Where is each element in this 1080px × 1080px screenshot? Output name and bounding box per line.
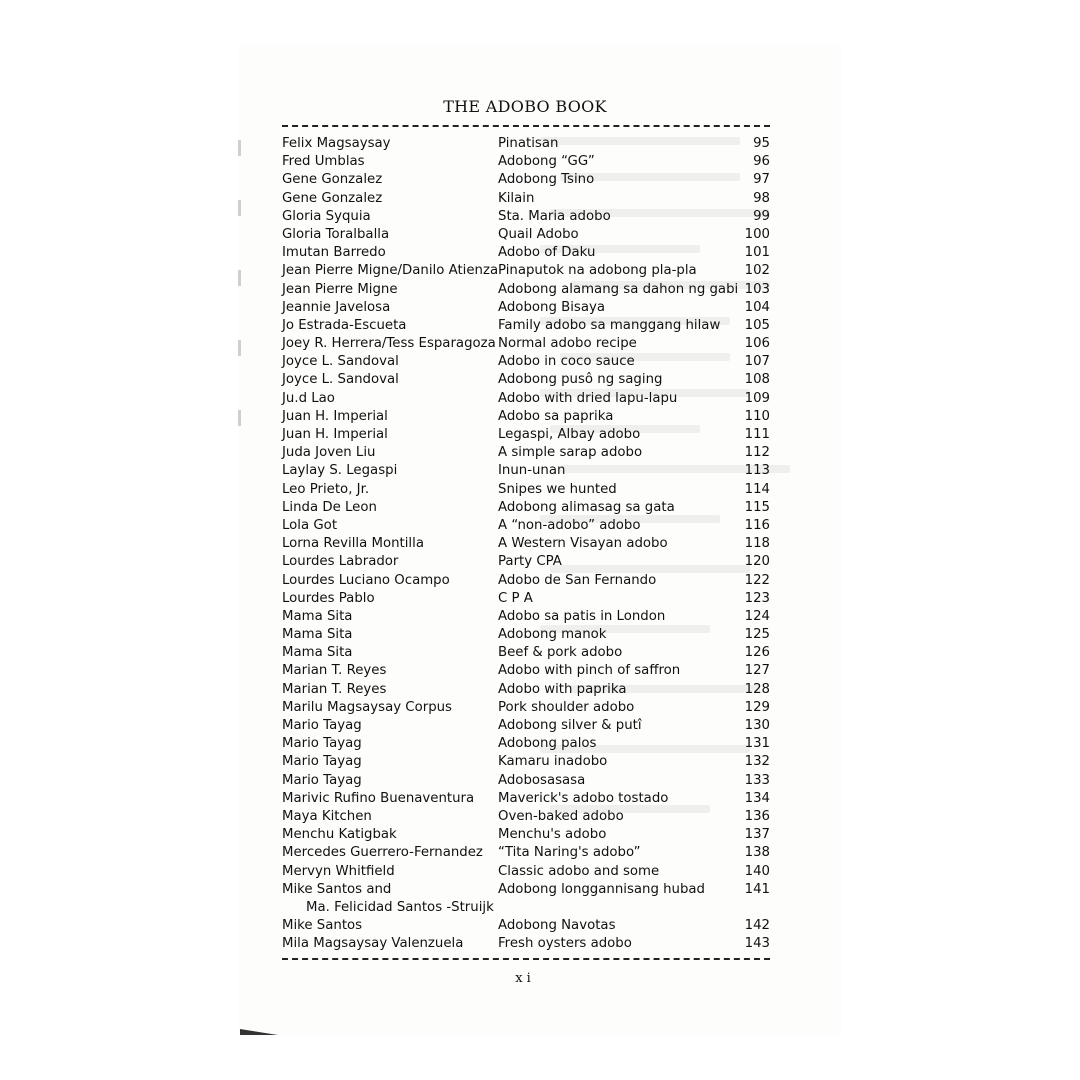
recipe-title: Kilain	[498, 190, 535, 206]
index-entry	[282, 808, 772, 826]
recipe-page-number: 124	[744, 608, 770, 624]
recipe-title: Adobong palos	[498, 736, 597, 752]
index-entry	[282, 226, 772, 244]
recipe-title: Adobong alamang sa dahon ng gabi	[498, 281, 739, 297]
recipe-title: Adobo sa patis in London	[498, 608, 666, 624]
contributor-name: Jeannie Javelosa	[282, 299, 391, 315]
recipe-title: Normal adobo recipe	[498, 336, 637, 352]
contributor-index	[282, 135, 772, 953]
recipe-title: Party CPA	[498, 554, 562, 570]
contributor-name: Joyce L. Sandoval	[282, 372, 399, 388]
recipe-page-number: 122	[744, 572, 770, 588]
contributor-name: Lourdes Luciano Ocampo	[282, 572, 450, 588]
recipe-title: Adobosasasa	[498, 772, 586, 788]
index-entry	[282, 135, 772, 153]
recipe-page-number: 127	[744, 663, 770, 679]
contributor-name: Menchu Katigbak	[282, 827, 397, 843]
contributor-name: Maya Kitchen	[282, 808, 372, 824]
recipe-title: Menchu's adobo	[498, 827, 607, 843]
index-entry	[282, 917, 772, 935]
recipe-title: Maverick's adobo tostado	[498, 790, 669, 806]
index-entry	[282, 171, 772, 189]
recipe-title: Pinatisan	[498, 136, 559, 151]
index-entry	[282, 699, 772, 717]
recipe-page-number: 99	[753, 208, 770, 224]
recipe-page-number: 143	[744, 936, 770, 952]
recipe-title: Fresh oysters adobo	[498, 936, 632, 952]
recipe-page-number: 130	[744, 718, 770, 733]
recipe-page-number: 105	[744, 317, 770, 333]
recipe-page-number: 97	[753, 172, 770, 188]
recipe-title: “Tita Naring's adobo”	[498, 845, 641, 861]
index-entry	[282, 481, 772, 499]
index-entry	[282, 881, 772, 917]
recipe-page-number: 141	[744, 881, 770, 897]
recipe-page-number: 120	[744, 554, 770, 570]
recipe-page-number: 133	[744, 772, 770, 788]
recipe-title: Beef & pork adobo	[498, 645, 623, 661]
index-entry	[282, 408, 772, 426]
index-entry	[282, 753, 772, 771]
index-entry	[282, 462, 772, 480]
page-number: xi	[515, 971, 535, 986]
contributor-name: Mervyn Whitfield	[282, 863, 395, 879]
recipe-title: A “non-adobo” adobo	[498, 517, 641, 533]
recipe-title: Adobong Tsino	[498, 172, 595, 188]
contributor-name: Laylay S. Legaspi	[282, 463, 398, 479]
recipe-page-number: 112	[744, 445, 770, 461]
recipe-page-number: 102	[744, 263, 770, 279]
recipe-title: A Western Visayan adobo	[498, 536, 668, 552]
index-entry	[282, 717, 772, 735]
recipe-page-number: 104	[744, 299, 770, 315]
recipe-title: Adobo de San Fernando	[498, 572, 657, 588]
contributor-name: Mike Santos	[282, 918, 363, 934]
recipe-page-number: 110	[744, 408, 770, 424]
contributor-name: Lourdes Pablo	[282, 590, 375, 606]
contributor-name: Juan H. Imperial	[282, 427, 388, 442]
index-entry	[282, 535, 772, 553]
recipe-title: Snipes we hunted	[498, 481, 617, 497]
recipe-title: Adobo with paprika	[498, 681, 627, 697]
index-entry	[282, 681, 772, 699]
index-entry	[282, 353, 772, 371]
contributor-name: Mario Tayag	[282, 718, 362, 733]
contributor-name: Mike Santos and	[282, 881, 392, 897]
contributor-name: Mario Tayag	[282, 736, 362, 752]
index-entry	[282, 299, 772, 317]
recipe-page-number: 116	[744, 517, 770, 533]
index-entry	[282, 844, 772, 862]
recipe-title: Adobong silver & putî	[498, 718, 642, 733]
recipe-page-number: 134	[744, 790, 770, 806]
index-entry	[282, 371, 772, 389]
contributor-name: Lorna Revilla Montilla	[282, 536, 424, 552]
contributor-name: Juda Joven Liu	[282, 445, 376, 461]
page-edge-marks	[238, 140, 242, 440]
index-entry	[282, 335, 772, 353]
recipe-page-number: 114	[744, 481, 770, 497]
page-title: THE ADOBO BOOK	[443, 97, 607, 116]
recipe-title: Inun-unan	[498, 463, 566, 479]
recipe-title: Kamaru inadobo	[498, 754, 608, 770]
recipe-title: Adobong “GG”	[498, 154, 595, 170]
recipe-page-number: 108	[744, 372, 770, 388]
contributor-name: Juan H. Imperial	[282, 408, 388, 424]
contributor-name: Mercedes Guerrero-Fernandez	[282, 845, 483, 861]
index-entry	[282, 608, 772, 626]
recipe-page-number: 98	[753, 190, 770, 206]
recipe-page-number: 137	[744, 827, 770, 843]
recipe-title: Pork shoulder adobo	[498, 699, 635, 715]
recipe-page-number: 100	[744, 226, 770, 242]
contributor-name: Joey R. Herrera/Tess Esparagoza	[282, 336, 496, 352]
index-entry	[282, 517, 772, 535]
contributor-name: Gloria Syquia	[282, 208, 371, 224]
contributor-name: Fred Umblas	[282, 154, 365, 170]
index-entry	[282, 153, 772, 171]
index-entry	[282, 317, 772, 335]
index-entry	[282, 553, 772, 571]
contributor-name: Mila Magsaysay Valenzuela	[282, 936, 464, 952]
recipe-page-number: 113	[744, 463, 770, 479]
recipe-title: Adobong Navotas	[498, 918, 616, 934]
contributor-name: Jean Pierre Migne	[282, 281, 398, 297]
recipe-page-number: 118	[744, 536, 770, 552]
contributor-name: Gloria Toralballa	[282, 226, 390, 242]
contributor-name: Felix Magsaysay	[282, 136, 391, 151]
contributor-name: Marian T. Reyes	[282, 663, 387, 679]
recipe-page-number: 129	[744, 699, 770, 715]
contributor-name: Gene Gonzalez	[282, 172, 383, 188]
index-entry	[282, 208, 772, 226]
index-entry	[282, 826, 772, 844]
index-entry	[282, 626, 772, 644]
recipe-title: Sta. Maria adobo	[498, 208, 611, 224]
contributor-name: Joyce L. Sandoval	[282, 354, 399, 370]
index-entry	[282, 772, 772, 790]
recipe-title: A simple sarap adobo	[498, 445, 643, 461]
index-entry	[282, 735, 772, 753]
dashed-rule-top	[282, 125, 770, 127]
contributor-name: Marian T. Reyes	[282, 681, 387, 697]
contributor-name: Lola Got	[282, 517, 338, 533]
recipe-title: Adobong manok	[498, 627, 607, 643]
recipe-page-number: 128	[744, 681, 770, 697]
recipe-title: Adobo with dried lapu-lapu	[498, 390, 678, 406]
index-entry	[282, 244, 772, 262]
recipe-title: Adobong longgannisang hubad	[498, 881, 705, 897]
contributor-name: Lourdes Labrador	[282, 554, 399, 570]
recipe-page-number: 125	[744, 627, 770, 643]
contributor-name: Marivic Rufino Buenaventura	[282, 790, 475, 806]
index-entry	[282, 444, 772, 462]
index-entry	[282, 590, 772, 608]
recipe-page-number: 132	[744, 754, 770, 770]
recipe-title: Legaspi, Albay adobo	[498, 427, 641, 442]
recipe-title: Adobo of Daku	[498, 245, 596, 261]
recipe-page-number: 115	[744, 499, 770, 515]
contributor-name: Mama Sita	[282, 645, 353, 661]
recipe-page-number: 107	[744, 354, 770, 370]
recipe-page-number: 138	[744, 845, 770, 861]
index-entry	[282, 662, 772, 680]
contributor-name-continued: Ma. Felicidad Santos -Struijk	[306, 899, 494, 915]
contributor-name: Ju.d Lao	[282, 390, 335, 406]
contributor-name: Mario Tayag	[282, 772, 362, 788]
contributor-name: Mama Sita	[282, 627, 353, 643]
recipe-page-number: 95	[753, 136, 770, 151]
recipe-title: Family adobo sa manggang hilaw	[498, 317, 721, 333]
recipe-page-number: 140	[744, 863, 770, 879]
recipe-title: C P A	[498, 590, 533, 606]
recipe-title: Quail Adobo	[498, 226, 579, 242]
index-entry	[282, 790, 772, 808]
index-entry	[282, 863, 772, 881]
recipe-page-number: 96	[753, 154, 770, 170]
recipe-page-number: 111	[744, 427, 770, 442]
recipe-page-number: 101	[744, 245, 770, 261]
recipe-title: Classic adobo and some	[498, 863, 660, 879]
recipe-title: Adobo in coco sauce	[498, 354, 635, 370]
index-entry	[282, 644, 772, 662]
recipe-title: Oven-baked adobo	[498, 808, 624, 824]
recipe-page-number: 142	[744, 918, 770, 934]
index-entry	[282, 190, 772, 208]
recipe-page-number: 126	[744, 645, 770, 661]
recipe-title: Adobo with pinch of saffron	[498, 663, 681, 679]
index-entry	[282, 572, 772, 590]
recipe-title: Adobong Bisaya	[498, 299, 606, 315]
index-entry	[282, 262, 772, 280]
contributor-name: Marilu Magsaysay Corpus	[282, 699, 452, 715]
contributor-name: Jo Estrada-Escueta	[282, 317, 407, 333]
recipe-title: Adobong alimasag sa gata	[498, 499, 675, 515]
contributor-name: Mario Tayag	[282, 754, 362, 770]
contributor-name: Imutan Barredo	[282, 245, 386, 261]
index-entry	[282, 426, 772, 444]
recipe-title: Pinaputok na adobong pla-pla	[498, 263, 697, 279]
contributor-name: Gene Gonzalez	[282, 190, 383, 206]
index-entry	[282, 935, 772, 953]
index-entry	[282, 281, 772, 299]
page-corner-shadow	[240, 1029, 278, 1035]
recipe-title: Adobo sa paprika	[498, 408, 614, 424]
recipe-page-number: 106	[744, 336, 770, 352]
index-entry	[282, 499, 772, 517]
contributor-name: Mama Sita	[282, 608, 353, 624]
dashed-rule-bottom	[282, 958, 770, 960]
contributor-name: Linda De Leon	[282, 499, 377, 515]
recipe-title: Adobong pusô ng saging	[498, 372, 663, 388]
contributor-name: Jean Pierre Migne/Danilo Atienza	[282, 263, 499, 279]
recipe-page-number: 109	[744, 390, 770, 406]
recipe-page-number: 136	[744, 808, 770, 824]
index-entry	[282, 390, 772, 408]
recipe-page-number: 123	[744, 590, 770, 606]
contributor-name: Leo Prieto, Jr.	[282, 481, 370, 497]
recipe-page-number: 103	[744, 281, 770, 297]
book-page	[240, 45, 840, 1035]
recipe-page-number: 131	[744, 736, 770, 752]
